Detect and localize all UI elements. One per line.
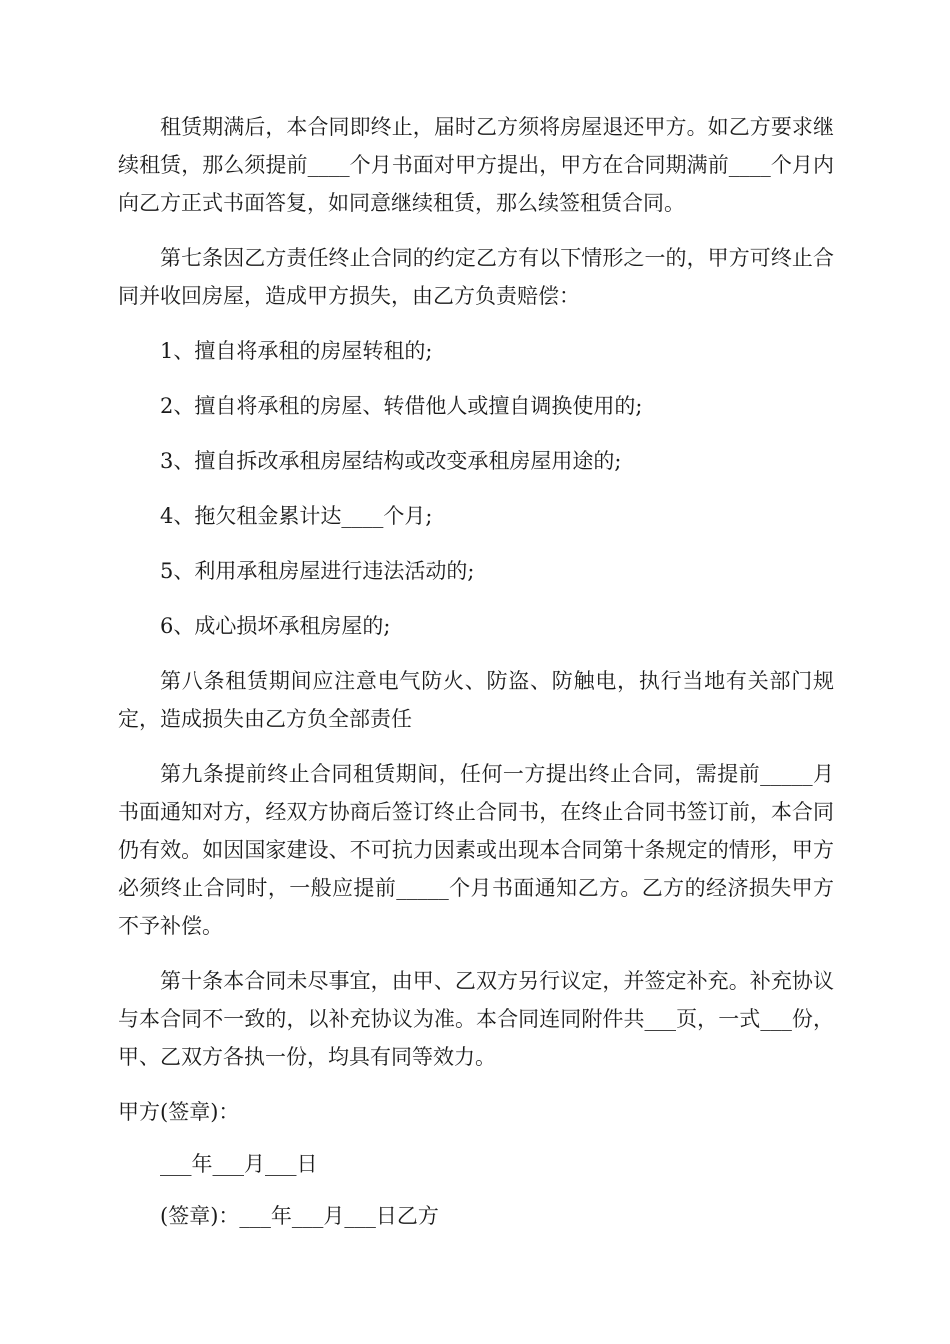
paragraph-article-10: 第十条本合同未尽事宜，由甲、乙双方另行议定，并签定补充。补充协议与本合同不一致的，以补充协议为准。本合同连同附件共___页，一式___份，甲、乙双方各执一份，均具有同等效力。 — [118, 969, 834, 1069]
signature-date-line: ___年___月___日 — [160, 1152, 318, 1176]
list-item: 5、利用承租房屋进行违法活动的; — [160, 559, 475, 583]
contract-page — [118, 108, 834, 1249]
list-item: 2、擅自将承租的房屋、转借他人或擅自调换使用的; — [160, 394, 643, 418]
party-b-signature-line: (签章)：___年___月___日乙方 — [160, 1204, 439, 1228]
paragraph-lease-expiry: 租赁期满后，本合同即终止，届时乙方须将房屋退还甲方。如乙方要求继续租赁，那么须提前____个月书面对甲方提出，甲方在合同期满前____个月内向乙方正式书面答复，如同意继续租赁，那么续签租赁合同。 — [118, 115, 834, 215]
paragraph-article-8: 第八条租赁期间应注意电气防火、防盗、防触电，执行当地有关部门规定，造成损失由乙方负全部责任 — [118, 669, 834, 731]
party-a-signature-label: 甲方(签章)： — [118, 1100, 240, 1124]
list-item: 3、擅自拆改承租房屋结构或改变承租房屋用途的; — [160, 449, 622, 473]
list-item: 6、成心损坏承租房屋的; — [160, 614, 391, 638]
list-item: 4、拖欠租金累计达____个月; — [160, 504, 433, 528]
list-item: 1、擅自将承租的房屋转租的; — [160, 339, 433, 363]
paragraph-article-9: 第九条提前终止合同租赁期间，任何一方提出终止合同，需提前_____月书面通知对方，经双方协商后签订终止合同书，在终止合同书签订前，本合同仍有效。如因国家建设、不可抗力因素或出现本合同第十条规定的情形，甲方必须终止合同时，一般应提前_____个月书面通知乙方。乙方的经济损失甲方不予补偿。 — [118, 762, 834, 938]
paragraph-article-7: 第七条因乙方责任终止合同的约定乙方有以下情形之一的，甲方可终止合同并收回房屋，造成甲方损失，由乙方负责赔偿： — [118, 246, 834, 308]
